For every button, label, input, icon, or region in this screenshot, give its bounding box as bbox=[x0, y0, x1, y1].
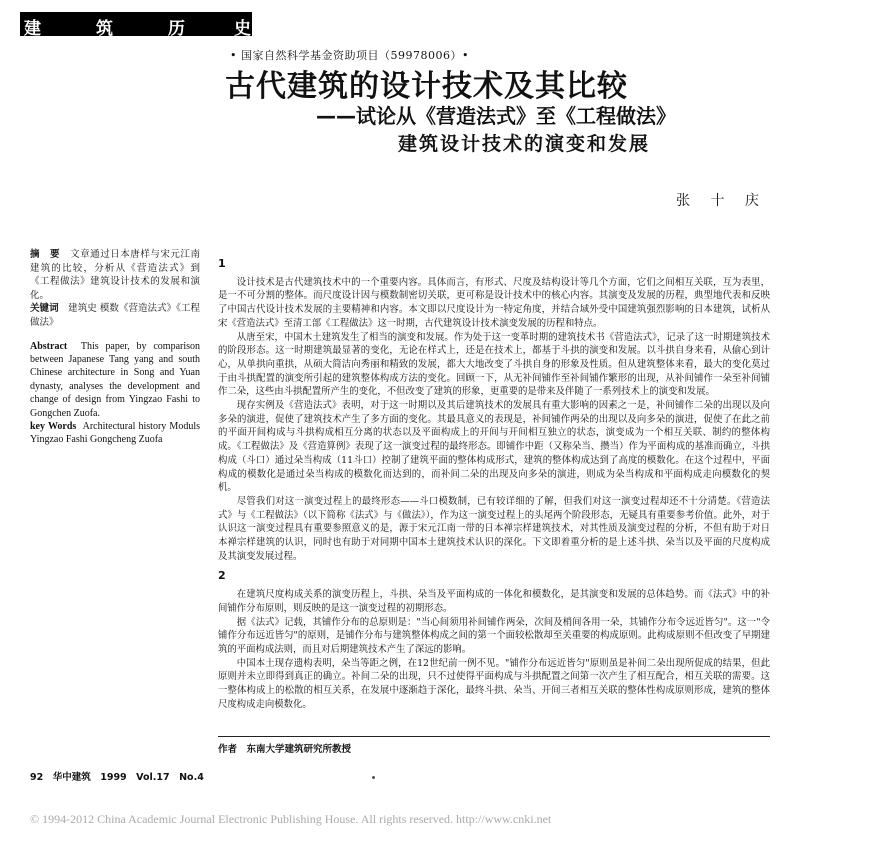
footnote-divider bbox=[218, 736, 770, 737]
fund-note: • 国家自然科学基金资助项目（59978006）• bbox=[230, 49, 469, 62]
article-body bbox=[218, 254, 770, 712]
paragraph: 从唐至宋，中国木土建筑发生了相当的演变和发展。作为处于这一变革时期的建筑技术书《营造法式》，记录了这一时期建筑技术的阶段形态。这一时期建筑最显著的变化，无论在样式上，还是在技术上，都基于斗拱的演变和发展。以斗拱自身来看，从偷心到计心，从单拱向重拱，从硕大简洁向秀丽和精致的发展，都大大地改变了斗拱自身的形象及性质。但从建筑整体来看，最大的变化莫过于由斗拱配置的演变所引起的建筑整体构成方法的变化。回顾一下，从无补间铺作至补间铺作繁形的出现，从补间铺作一朵至补间铺作二朵，这些由斗拱配置所产生的变化，不但改变了建筑的形象，更重要的是带来及伴随了一系列技术上的演变和发展。 bbox=[218, 331, 770, 398]
section-number: 2 bbox=[218, 569, 226, 583]
keywords-en-text: Architectural history Moduls Yingzao Fashi Gongcheng Zuofa bbox=[30, 421, 200, 446]
abstract-en-text: This paper, by comparison between Japanese Tang yang and south Chinese architecture in Song and Yuan dynasty, analyses the development and change of design from Yingzao Fashi to Gongchen Zuofa. bbox=[30, 340, 201, 419]
paragraph: 设计技术是古代建筑技术中的一个重要内容。具体而言，有形式、尺度及结构设计等几个方面，它们之间相互关联，互为表里，是一不可分割的整体。而尺度设计因与模数制密切关联，更可称是设计技术中的核心内容。其演变及发展的历程，典型地代表和反映了中国古代设计技术发展的主要精神和内容。本文即以尺度设计为一特定角度，并结合域外受中国建筑强烈影响的日本建筑，试析从宋《营造法式》至清工部《工程做法》这一时期，古代建筑设计技术演变发展的历程和特点。 bbox=[218, 276, 770, 329]
paragraph: 在建筑尺度构成关系的演变历程上，斗拱、朵当及平面构成的一体化和模数化，是其演变和发展的总体趋势。而《法式》中的补间铺作分布原则，则反映的是这一演变过程的初期形态。 bbox=[218, 589, 770, 614]
section-number: 1 bbox=[218, 257, 226, 270]
page-title: 古代建筑的设计技术及其比较 bbox=[225, 69, 628, 104]
copyright-notice: © 1994-2012 China Academic Journal Electronic Publishing House. All rights reserved. http://www.cnki.net bbox=[30, 812, 552, 826]
keywords-cn-label: 关键词 bbox=[30, 303, 59, 315]
keywords-en-label: key Words bbox=[30, 421, 77, 432]
subtitle-line2: 建筑设计技术的演变和发展 bbox=[398, 133, 651, 155]
banner-char: 建 bbox=[24, 19, 41, 39]
keywords-cn bbox=[30, 302, 200, 329]
abstract-cn-text: 文章通过日本唐样与宋元江南建筑的比较，分析从《营造法式》到《工程做法》建筑设计技术的发展和演化。 bbox=[30, 249, 200, 301]
scan-speck bbox=[372, 776, 375, 779]
abstract-column bbox=[30, 248, 200, 447]
paragraph: 中国本土现存遗构表明，朵当等距之例，在12世纪前一例不见。"铺作分布远近皆匀"原则虽是补间二朵出现所促成的结果，但此原则并未立即得到真正的确立。补间二朵的出现，只不过使得平面构成与斗拱配置之间第一次产生了相互配合，相互关联的需要。这一整体构成上的松散的相互关系，在发展中逐渐趋于深化，最终斗拱、朵当、开间三者相互关联的整体性构成原则形成，建筑的整体尺度构成走向模数化。 bbox=[218, 657, 770, 710]
page-footer: 92 华中建筑 1999 Vol.17 No.4 bbox=[30, 772, 204, 783]
abstract-en-label: Abstract bbox=[30, 340, 68, 352]
abstract-en bbox=[30, 340, 200, 420]
keywords-en bbox=[30, 420, 200, 447]
paragraph: 现存实例及《营造法式》表明，对于这一时期以及其后建筑技术的发展具有重大影响的因素之一是，补间铺作二朵的出现以及向多朵的演进，促使了建筑技术产生了多方面的变化。其最具意义的表现是，补间铺作两朵的出现以及向多朵的演进，促使了在此之前的平面开间构成与斗拱构成相互分离的状态以及平面构成上的开间与开间相互独立的状态，演变成为一个相互关联、制约的整体构成。《工程做法》及《营造算例》表现了这一演变过程的最终形态。即铺作中距（又称朵当、攒当）作为平面构成的基准而确立，斗拱构成（斗口）通过朵当构成（11斗口）控制了建筑平面的整体构成形式，建筑的整体构成达到了高度的模数化。在这个过程中，平面构成的模数化是通过朵当构成的模数化而达到的，而补间二朵的出现及向多朵的演进，则成为朵当构成和平面构成走向模数化的契机。 bbox=[218, 400, 770, 494]
paragraph: 尽管我们对这一演变过程上的最终形态——斗口模数制，已有较详细的了解，但我们对这一演变过程却还不十分清楚。《营造法式》与《工程做法》（以下简称《法式》与《做法》），作为这一演变过程上的头尾两个阶段形态，无疑具有重要参考价值。此外，对于认识这一演变过程具有重要参照意义的是，源于宋元江南一带的日本禅宗样建筑技术，对其性质及演变过程的分析，不但有助于对日本禅宗样建筑的认识，同时也有助于对同期中国本土建筑技术认识的深化。下文即着重分析的是上述斗拱、朵当以及平面的尺度构成及其演变发展过程。 bbox=[218, 495, 770, 562]
banner-char: 史 bbox=[234, 19, 251, 39]
section-banner bbox=[20, 12, 252, 39]
banner-char: 筑 bbox=[96, 19, 113, 39]
keywords-cn-text: 建筑史 模数《营造法式》《工程做法》 bbox=[30, 303, 200, 328]
subtitle-line1: ——试论从《营造法式》至《工程做法》 bbox=[316, 104, 676, 128]
paragraph: 据《法式》记载，其铺作分布的总原则是："当心间须用补间铺作两朵，次间及梢间各用一朵，其铺作分布令远近皆匀"。这一"令铺作分布远近皆匀"的原则，是铺作分布与建筑整体构成之间的第一个面较松散却至关重要的构成原则。此构成原则不但改变了早期建筑的平面构成法则，而且对后期建筑技术产生了深远的影响。 bbox=[218, 616, 770, 655]
abstract-cn bbox=[30, 248, 200, 302]
author-name: 张 十 庆 bbox=[676, 193, 767, 209]
abstract-cn-label: 摘 要 bbox=[30, 249, 61, 260]
banner-char: 历 bbox=[168, 19, 185, 39]
author-affiliation: 作者 东南大学建筑研究所教授 bbox=[218, 744, 352, 755]
